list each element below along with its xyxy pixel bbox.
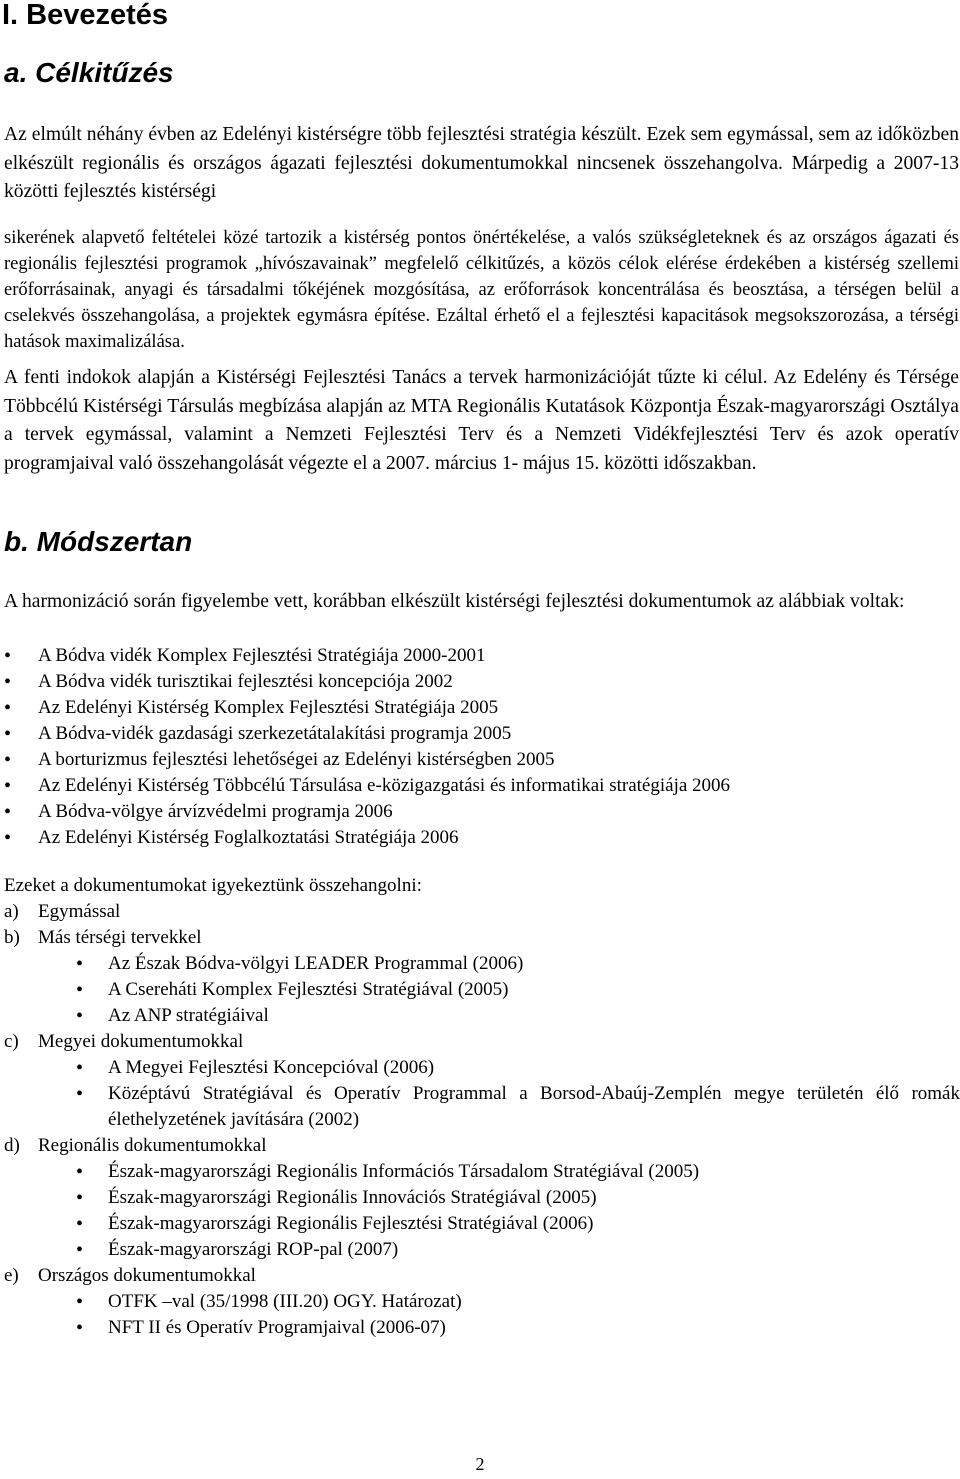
list-item: • Az Edelényi Kistérség Foglalkoztatási Stratégiája 2006	[0, 825, 960, 851]
chapter-title: I. Bevezetés	[2, 0, 169, 31]
group-title: Regionális dokumentumokkal	[38, 1135, 267, 1156]
document-list	[0, 643, 960, 851]
group-b	[4, 925, 960, 1029]
list-item: • NFT II és Operatív Programjaival (2006-07)	[0, 1315, 960, 1341]
group-items	[4, 1289, 960, 1341]
group-label: b)	[4, 927, 20, 948]
page-number: 2	[475, 1454, 485, 1474]
group-items	[4, 1055, 960, 1133]
group-title: Országos dokumentumokkal	[38, 1265, 256, 1286]
list-item: • A Bódva vidék Komplex Fejlesztési Stratégiája 2000-2001	[0, 643, 960, 669]
section-a-paragraph-1-rest: sikerének alapvető feltételei közé tartozik a kistérség pontos önértékelése, a valós szükségleteknek és az országos ágazati és regionális fejlesztési programok „hívószavainak” megfelelő célkitűzés, a közös célok elérése érdekében a kistérség szellemi erőforrásainak, anyagi és társadalmi tőkéjének mozgósítása, az erőforrások koncentrálása és beosztása, a térségen belül a cselekvés összehangolása, a projektek egymásra építése. Ezáltal érhető el a fejlesztési kapacitások megsokszorozása, a térségi hatások maximalizálása.	[4, 228, 959, 352]
list-item: • A Csereháti Komplex Fejlesztési Stratégiával (2005)	[0, 977, 960, 1003]
group-title: Más térségi tervekkel	[38, 927, 202, 948]
group-label: c)	[4, 1031, 19, 1052]
harmonize-intro: Ezeket a dokumentumokat igyekeztünk összehangolni:	[4, 875, 422, 896]
section-a-paragraph-2: A fenti indokok alapján a Kistérségi Fejlesztési Tanács a tervek harmonizációját tűzte ki célul. Az Edelény és Térsége Többcélú Kistérségi Társulás megbízása alapján az MTA Regionális Kutatások Központja Észak-magyarországi Osztálya a tervek egymással, valamint a Nemzeti Fejlesztési Terv és a Nemzeti Vidékfejlesztési Terv és azok operatív programjaival való összehangolását végezte el a 2007. március 1- május 15. közötti időszakban.	[4, 367, 959, 474]
list-item: • Észak-magyarországi Regionális Információs Társadalom Stratégiával (2005)	[0, 1159, 960, 1185]
group-title: Megyei dokumentumokkal	[38, 1031, 244, 1052]
section-a-title: a. Célkitűzés	[4, 57, 174, 88]
list-item: • Az Észak Bódva-völgyi LEADER Programmal (2006)	[0, 951, 960, 977]
section-b-title: b. Módszertan	[4, 526, 193, 557]
list-item: • Észak-magyarországi Regionális Innovációs Stratégiával (2005)	[0, 1185, 960, 1211]
list-item: • Az Edelényi Kistérség Többcélú Társulása e-közigazgatási és informatikai stratégiája 2006	[0, 773, 960, 799]
group-title: Egymással	[38, 901, 121, 922]
group-label: e)	[4, 1265, 19, 1286]
group-items	[4, 1159, 960, 1263]
list-item: • Észak-magyarországi ROP-pal (2007)	[0, 1237, 960, 1263]
list-item: • A Bódva vidék turisztikai fejlesztési koncepciója 2002	[0, 669, 960, 695]
list-item: • OTFK –val (35/1998 (III.20) OGY. Határozat)	[0, 1289, 960, 1315]
list-item: • A Bódva-völgye árvízvédelmi programja 2006	[0, 799, 960, 825]
section-b-intro: A harmonizáció során figyelembe vett, korábban elkészült kistérségi fejlesztési dokumentumok az alábbiak voltak:	[4, 591, 905, 612]
list-item: • A Megyei Fejlesztési Koncepcióval (2006)	[0, 1055, 960, 1081]
list-item: • A borturizmus fejlesztési lehetőségei az Edelényi kistérségben 2005	[0, 747, 960, 773]
group-d	[4, 1133, 960, 1263]
group-c	[4, 1029, 960, 1133]
group-a	[4, 899, 960, 925]
section-a-paragraph-1-lead: Az elmúlt néhány évben az Edelényi kistérségre több fejlesztési stratégia készült. Ezek sem egymással, sem az időközben elkészült regionális és országos ágazati fejlesztési dokumentumokkal nincsenek összehangolva. Márpedig a 2007-13 közötti fejlesztés kistérségi	[4, 124, 959, 202]
list-item: • Középtávú Stratégiával és Operatív Programmal a Borsod-Abaúj-Zemplén megye területén élő romák élethelyzetének javítására (2002)	[0, 1081, 960, 1133]
group-items	[4, 951, 960, 1029]
group-label: a)	[4, 901, 19, 922]
group-e	[4, 1263, 960, 1341]
list-item: • Az ANP stratégiáival	[0, 1003, 960, 1029]
list-item: • Az Edelényi Kistérség Komplex Fejlesztési Stratégiája 2005	[0, 695, 960, 721]
harmonization-groups	[4, 899, 960, 1341]
list-item: • A Bódva-vidék gazdasági szerkezetátalakítási programja 2005	[0, 721, 960, 747]
list-item: • Észak-magyarországi Regionális Fejlesztési Stratégiával (2006)	[0, 1211, 960, 1237]
group-label: d)	[4, 1135, 20, 1156]
